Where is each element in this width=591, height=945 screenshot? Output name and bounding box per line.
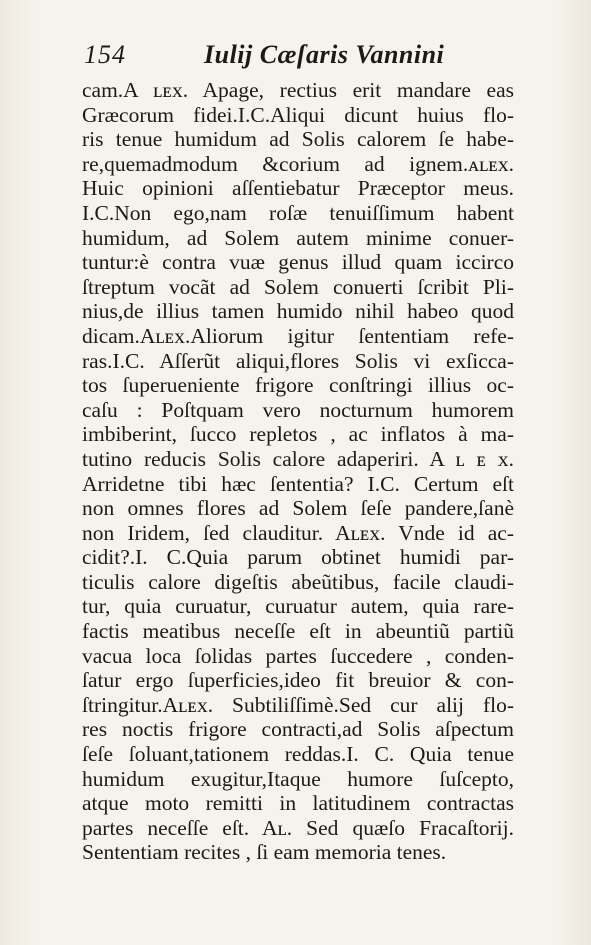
page-number: 154 (84, 40, 126, 69)
text-line: atque moto remitti in latitudinem contractas (82, 791, 514, 816)
text-line: Græcorum fidei.I.C.Aliqui dicunt huius flo- (82, 102, 514, 127)
text-line: partes neceſſe eſt. Aʟ. Sed quæſo Fracaſtorij. (82, 815, 514, 840)
text-line: cidit?.I. C.Quia parum obtinet humidi par- (82, 545, 514, 570)
text-line: ris tenue humidum ad Solis calorem ſe habe- (82, 127, 514, 152)
text-line: tur, quia curuatur, curuatur autem, quia rare- (82, 594, 514, 619)
text-line: nius,de illius tamen humido nihil habeo quod (82, 299, 514, 324)
text-line: ſtreptum vocãt ad Solem conuerti ſcribit Pli- (82, 274, 514, 299)
text-line: caſu : Poſtquam vero nocturnum humorem (82, 397, 514, 422)
text-line: I.C.Non ego,nam roſæ tenuiſſimum habent (82, 200, 514, 225)
text-line: ſatur ergo ſuperficies,ideo fit breuior & con- (82, 668, 514, 693)
page-header (84, 38, 514, 74)
text-line: tuntur:è contra vuæ genus illud quam iccirco (82, 250, 514, 275)
running-head: Iulij Cæſaris Vannini (204, 40, 445, 69)
text-line: Sententiam recites , ſi eam memoria tenes. (82, 840, 447, 865)
text-line: non omnes flores ad Solem ſeſe pandere,ſanè (82, 496, 514, 521)
text-line: ras.I.C. Aſſerũt aliqui,flores Solis vi exſicca- (82, 348, 514, 373)
text-line: non Iridem, ſed clauditur. Aʟᴇx. Vnde id ac- (82, 520, 514, 545)
text-line: cam.A ʟᴇx. Apage, rectius erit mandare eas (82, 78, 514, 102)
text-line: vacua loca ſolidas partes ſuccedere , conden- (82, 643, 514, 668)
text-line: dicam.Aʟᴇx.Aliorum igitur ſententiam refe- (82, 323, 514, 348)
text-line: ticulis calore digeſtis abeũtibus, facile claudi- (82, 569, 514, 594)
text-line: humidum, ad Solem autem minime conuer- (82, 225, 514, 250)
body-text (82, 78, 514, 865)
text-line: Huic opinioni aſſentiebatur Præceptor meus. (82, 176, 514, 201)
text-line: Arridetne tibi hæc ſententia? I.C. Certum eſt (82, 471, 514, 496)
text-line: ſeſe ſoluant,tationem reddas.I. C. Quia tenue (82, 742, 514, 767)
text-line: res noctis frigore contracti,ad Solis aſpectum (82, 717, 514, 742)
text-line: tos ſuperueniente frigore conſtringi illius oc- (82, 373, 514, 398)
text-line: humidum exugitur,Itaque humore ſuſcepto, (82, 766, 514, 791)
text-line: ſtringitur.Aʟᴇx. Subtiliſſimè.Sed cur alij flo- (82, 692, 514, 717)
text-line: factis meatibus neceſſe eſt in abeuntiũ partiũ (82, 619, 514, 644)
text-line: imbiberint, ſucco repletos , ac inflatos à ma- (82, 422, 514, 447)
text-line: re,quemadmodum &corium ad ignem.ᴀʟᴇx. (82, 151, 514, 176)
text-line: tutino reducis Solis calore adaperiri. A ʟ ᴇ x. (82, 446, 514, 471)
